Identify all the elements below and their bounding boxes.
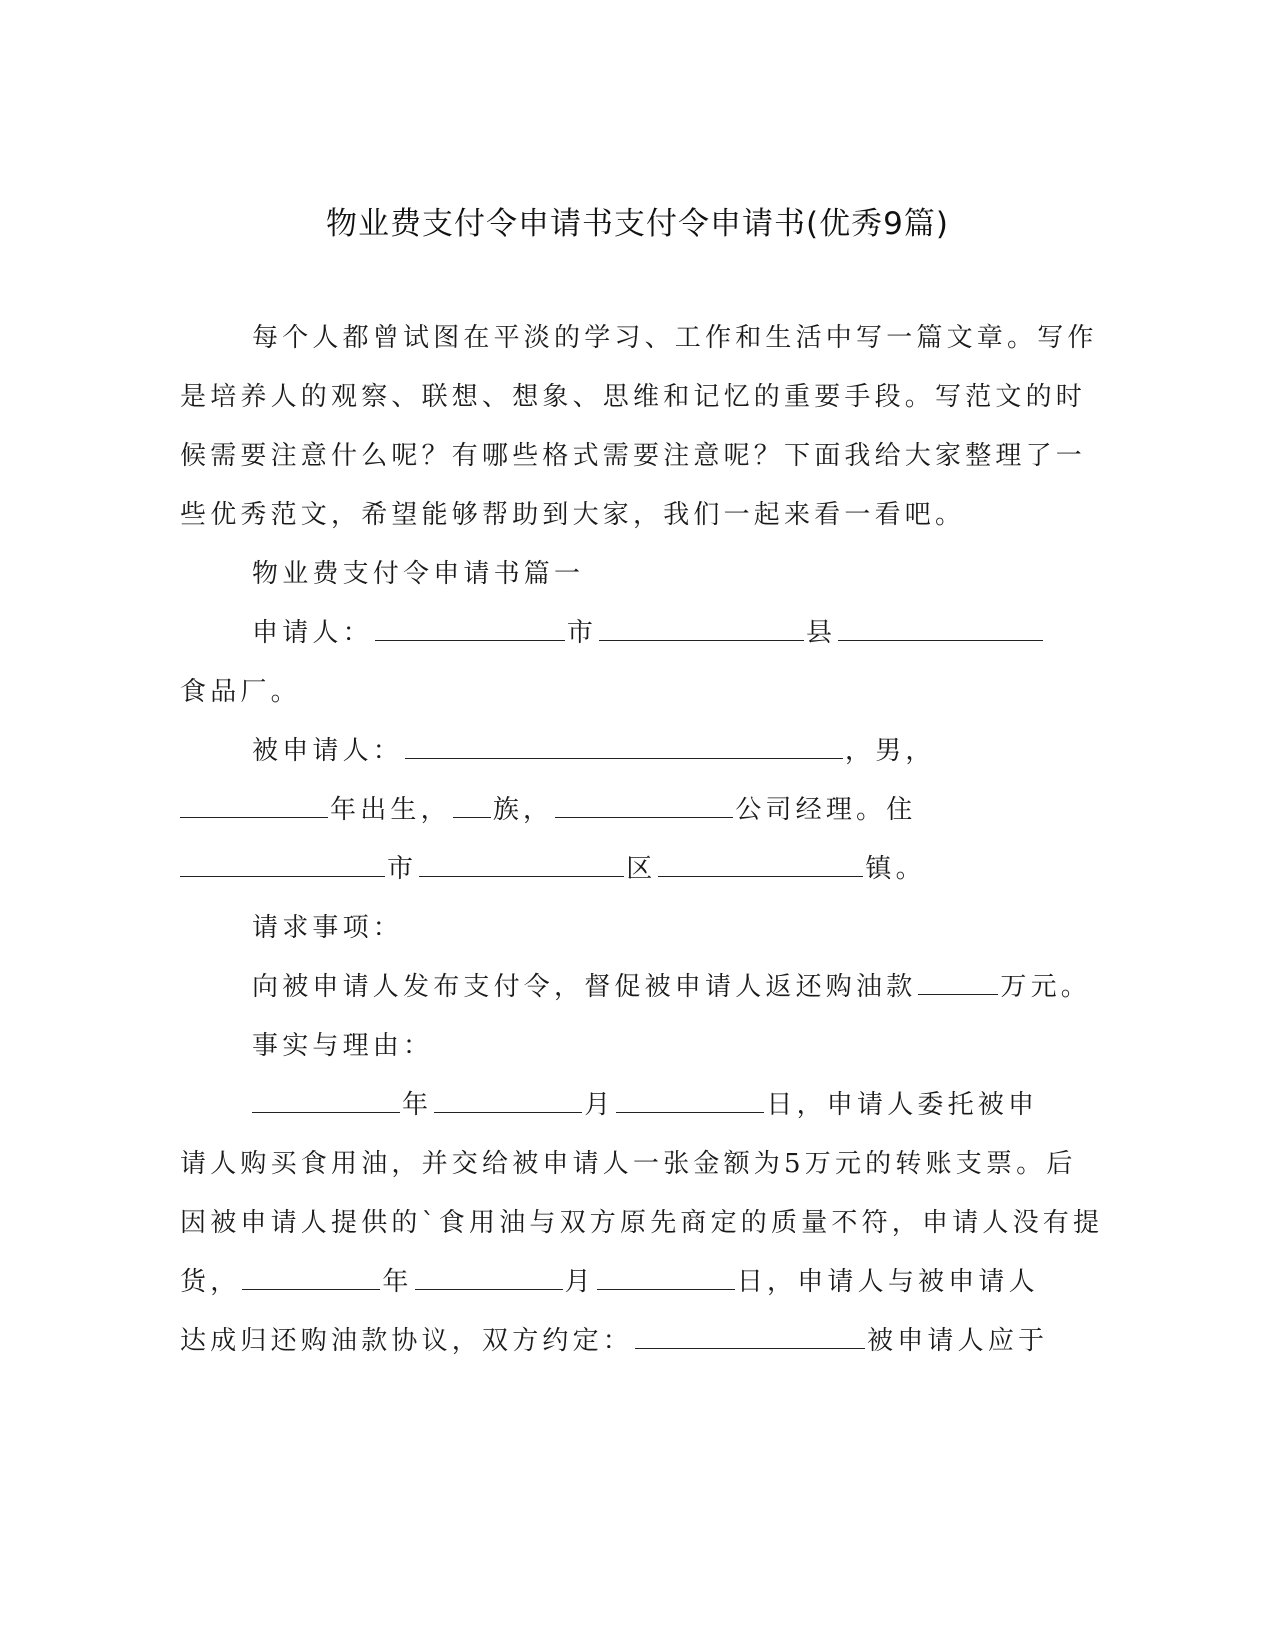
facts-month-b: 月 xyxy=(564,1267,595,1297)
facts-day-b: 日，申请人与被申请人 xyxy=(736,1267,1039,1297)
blank-field xyxy=(434,1088,582,1113)
intro-line-4: 些优秀范文，希望能够帮助到大家，我们一起来看一看吧。 xyxy=(180,500,966,530)
intro-line-2: 是培养人的观察、联想、想象、思维和记忆的重要手段。写范文的时 xyxy=(180,382,1087,412)
applicant-label: 申请人： xyxy=(252,618,373,648)
section-heading: 物业费支付令申请书篇一 xyxy=(252,559,585,589)
claims-text: 向被申请人发布支付令，督促被申请人返还购油款 xyxy=(252,972,917,1002)
applicant-line xyxy=(252,616,1045,650)
facts-heading: 事实与理由： xyxy=(252,1031,434,1061)
respondent-town: 镇。 xyxy=(865,854,926,884)
respondent-city: 市 xyxy=(387,854,418,884)
respondent-position: 公司经理。住 xyxy=(735,795,917,825)
blank-field xyxy=(555,793,733,818)
respondent-ethnic: 族， xyxy=(492,795,554,825)
claims-heading: 请求事项： xyxy=(252,913,404,943)
respondent-label: 被申请人： xyxy=(252,736,404,766)
blank-field xyxy=(597,1265,735,1290)
facts-line5-tail: 被申请人应于 xyxy=(867,1326,1049,1356)
blank-field xyxy=(375,616,565,641)
respondent-line-2 xyxy=(180,793,916,827)
facts-line-5 xyxy=(180,1324,1048,1358)
respondent-line-3 xyxy=(180,852,926,886)
facts-year-b: 年 xyxy=(382,1267,413,1297)
blank-field xyxy=(658,852,863,877)
document-title: 物业费支付令申请书支付令申请书(优秀9篇) xyxy=(326,206,949,242)
blank-field xyxy=(242,1265,380,1290)
facts-month: 月 xyxy=(584,1090,615,1120)
facts-line-1 xyxy=(252,1088,1038,1122)
facts-line5-head: 达成归还购油款协议，双方约定： xyxy=(180,1326,634,1356)
intro-line-1: 每个人都曾试图在平淡的学习、工作和生活中写一篇文章。写作 xyxy=(252,323,1098,353)
respondent-gender: ，男， xyxy=(845,736,936,766)
blank-field xyxy=(419,852,624,877)
facts-year: 年 xyxy=(402,1090,433,1120)
blank-field xyxy=(453,793,491,818)
blank-field xyxy=(180,852,385,877)
applicant-tail: 食品厂。 xyxy=(180,677,301,707)
facts-day-a: 日，申请人委托被申 xyxy=(766,1090,1039,1120)
facts-line4-head: 货， xyxy=(180,1267,241,1297)
intro-line-3: 候需要注意什么呢？有哪些格式需要注意呢？下面我给大家整理了一 xyxy=(180,441,1087,471)
respondent-born: 年出生， xyxy=(330,795,451,825)
applicant-county-label: 县 xyxy=(806,618,837,648)
respondent-line-1 xyxy=(252,734,936,768)
facts-line-3: 因被申请人提供的`食用油与双方原先商定的质量不符，申请人没有提 xyxy=(180,1208,1104,1238)
claims-unit: 万元。 xyxy=(1000,972,1092,1002)
facts-line-2: 请人购买食用油，并交给被申请人一张金额为5万元的转账支票。后 xyxy=(180,1149,1077,1179)
claims-line xyxy=(252,970,1091,1004)
blank-field xyxy=(635,1324,865,1349)
blank-field xyxy=(599,616,804,641)
applicant-city-label: 市 xyxy=(566,618,598,648)
facts-line-4 xyxy=(180,1265,1039,1299)
blank-field xyxy=(616,1088,764,1113)
blank-field xyxy=(838,616,1043,641)
blank-field xyxy=(252,1088,400,1113)
blank-field xyxy=(180,793,328,818)
blank-field xyxy=(415,1265,563,1290)
blank-field xyxy=(918,970,998,995)
blank-field xyxy=(405,734,843,759)
respondent-district: 区 xyxy=(626,854,657,884)
